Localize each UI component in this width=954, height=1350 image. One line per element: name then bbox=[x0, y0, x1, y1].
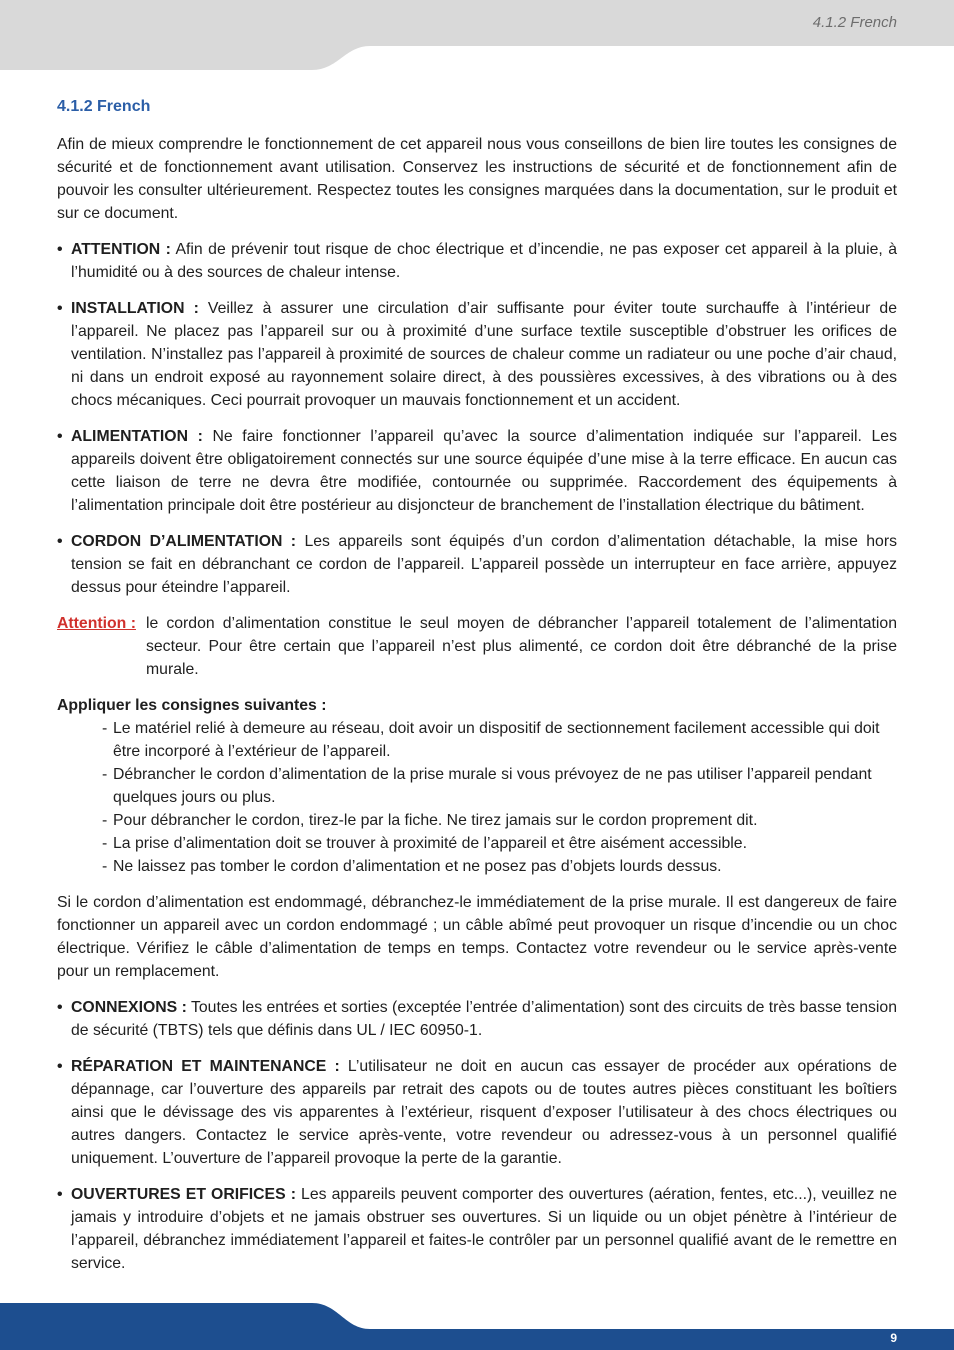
apply-list bbox=[102, 717, 897, 878]
bullet-attention bbox=[57, 238, 897, 284]
bullet-installation bbox=[57, 297, 897, 412]
attention-text: le cordon d’alimentation constitue le seul moyen de débrancher l’appareil totalement de l’alimentation secteur. Pour être certain que l’appareil n’est plus alimenté, ce cordon doit être débranché de la prise murale. bbox=[146, 615, 897, 678]
bullet-dot: • bbox=[57, 428, 63, 445]
apply-heading: Appliquer les consignes suivantes : bbox=[57, 697, 327, 714]
page-content bbox=[57, 96, 897, 1288]
list-item: - Débrancher le cordon d’alimentation de la prise murale si vous prévoyez de ne pas utiliser l’appareil pendant quelques jours ou plus. bbox=[102, 766, 872, 806]
attention-note bbox=[57, 612, 897, 681]
list-item: - La prise d’alimentation doit se trouver à proximité de l’appareil et être aisément accessible. bbox=[102, 835, 747, 852]
bullet-dot: • bbox=[57, 999, 63, 1016]
bullet-text: Afin de prévenir tout risque de choc électrique et d’incendie, ne pas exposer cet appareil à la pluie, à l’humidité ou à des sources de chaleur intense. bbox=[71, 241, 897, 281]
bullet-text: Veillez à assurer une circulation d’air suffisante pour éviter toute surchauffe à l’intérieur de l’appareil. Ne placez pas l’appareil sur ou à proximité d’une surface textile susceptible d’obstruer les orifices de ventilation. N’installez pas l’appareil à proximité de sources de chaleur comme un radiateur ou une poche d’air chaud, ni dans un endroit exposé au rayonnement solaire direct, à des poussières excessives, à des vibrations ou à des chocs mécaniques. Ceci pourrait provoquer un mauvais fonctionnement et un accident. bbox=[71, 300, 897, 409]
bullet-dot: • bbox=[57, 1186, 63, 1203]
header-title: 4.1.2 French bbox=[812, 14, 897, 31]
section-title: 4.1.2 French bbox=[57, 98, 151, 115]
bullet-dot: • bbox=[57, 533, 63, 550]
bullet-text: L’utilisateur ne doit en aucun cas essayer de procéder aux opérations de dépannage, car l’ouverture des appareils par retrait des capots ou de toutes autres pièces constituant les boîtiers ainsi que le dévissage des vis apparentes à l’extérieur, risquent d’exposer l’utilisateur à des chocs électriques ou autres dangers. Contactez le service après-vente, votre revendeur ou adressez-vous à un personnel qualifié uniquement. L’ouverture de l’appareil provoque la perte de la garantie. bbox=[71, 1058, 897, 1167]
list-item: - Ne laissez pas tomber le cordon d’alimentation et ne posez pas d’objets lourds dessus. bbox=[102, 858, 722, 875]
bullet-term: RÉPARATION ET MAINTENANCE : bbox=[71, 1058, 340, 1075]
bullet-term: CONNEXIONS : bbox=[71, 999, 187, 1016]
bullet-cordon bbox=[57, 530, 897, 599]
bullet-term: ALIMENTATION : bbox=[71, 428, 203, 445]
bullet-text: Les appareils sont équipés d’un cordon d’alimentation détachable, la mise hors tension se fait en débranchant ce cordon de l’appareil. L’appareil possède un interrupteur en face arrière, appuyez dessus pour éteindre l’appareil. bbox=[71, 533, 897, 596]
bullet-dot: • bbox=[57, 1058, 63, 1075]
bullet-dot: • bbox=[57, 241, 63, 258]
bullet-text: Ne faire fonctionner l’appareil qu’avec la source d’alimentation indiquée sur l’appareil. Les appareils doivent être obligatoirement connectés sur une source équipée d’une mise à la terre efficace. En aucun cas cette liaison de terre ne devra être modifiée, contournée ou supprimée. Raccordement des équipements à l’alimentation principale doit être postérieur au disjoncteur de branchement de l’installation électrique du bâtiment. bbox=[71, 428, 897, 514]
page-number: 9 bbox=[890, 1331, 897, 1345]
bullet-dot: • bbox=[57, 300, 63, 317]
bullet-connexions bbox=[57, 996, 897, 1042]
damage-paragraph: Si le cordon d’alimentation est endommagé, débranchez-le immédiatement de la prise murale. Il est dangereux de faire fonctionner un appareil avec un cordon endommagé ; un câble abîmé peut provoquer un risque d’incendie ou un choc électrique. Vérifiez le câble d’alimentation de temps en temps. Contactez votre revendeur ou le service après-vente pour un remplacement. bbox=[57, 894, 897, 980]
bullet-term: OUVERTURES ET ORIFICES : bbox=[71, 1186, 296, 1203]
attention-label: Attention : bbox=[57, 615, 136, 632]
bullet-ouvertures bbox=[57, 1183, 897, 1275]
bullet-reparation bbox=[57, 1055, 897, 1170]
bullet-alimentation bbox=[57, 425, 897, 517]
list-item: - Pour débrancher le cordon, tirez-le par la fiche. Ne tirez jamais sur le cordon proprement dit. bbox=[102, 812, 758, 829]
list-item: - Le matériel relié à demeure au réseau, doit avoir un dispositif de sectionnement facilement accessible qui doit être incorporé à l’extérieur de l’appareil. bbox=[102, 720, 880, 760]
header-band bbox=[0, 0, 954, 70]
bullet-text: Toutes les entrées et sorties (exceptée l’entrée d’alimentation) sont des circuits de très basse tension de sécurité (TBTS) tels que définis dans UL / IEC 60950-1. bbox=[71, 999, 897, 1039]
bullet-text: Les appareils peuvent comporter des ouvertures (aération, fentes, etc...), veuillez ne jamais y introduire d’objets et ne jamais obstruer ses ouvertures. Si un liquide ou un objet pénètre à l’intérieur de l’appareil, débranchez immédiatement l’appareil et faites-le contrôler par un personnel qualifié avant de le remettre en service. bbox=[71, 1186, 898, 1272]
footer-band bbox=[0, 1303, 954, 1350]
bullet-term: ATTENTION : bbox=[71, 241, 171, 258]
intro-paragraph: Afin de mieux comprendre le fonctionnement de cet appareil nous vous conseillons de bien lire toutes les consignes de sécurité et de fonctionnement avant utilisation. Conservez les instructions de sécurité et de fonctionnement afin de pouvoir les consulter ultérieurement. Respectez toutes les consignes marquées dans la documentation, sur le produit et sur ce document. bbox=[57, 136, 897, 222]
bullet-term: INSTALLATION : bbox=[71, 300, 199, 317]
bullet-term: CORDON D’ALIMENTATION : bbox=[71, 533, 297, 550]
